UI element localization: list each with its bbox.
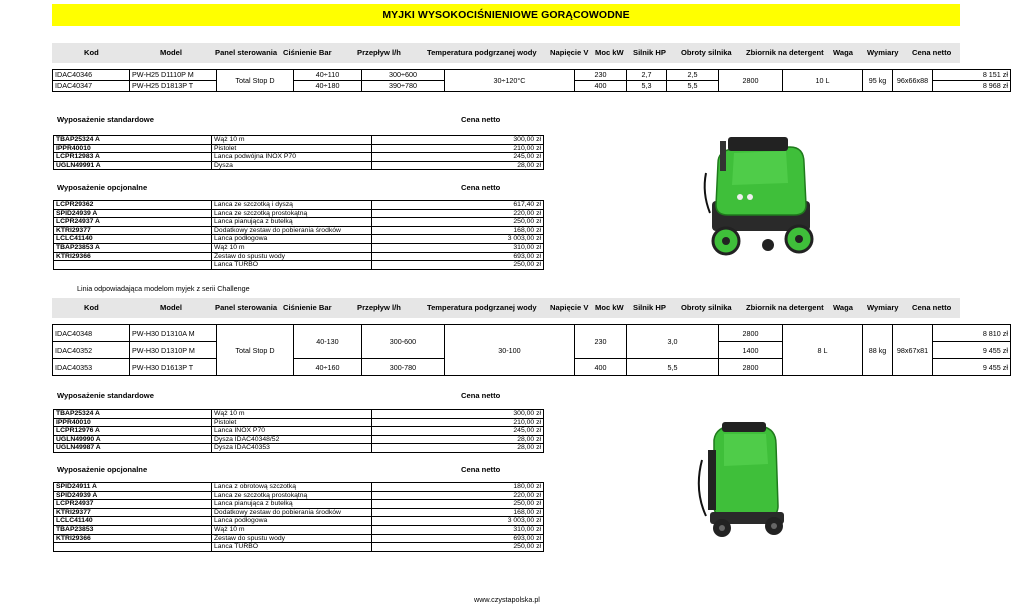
footer-website: www.czystapolska.pl: [474, 595, 540, 604]
accessory-row: [54, 543, 544, 552]
cena-cell: 9 455 zł: [933, 359, 1011, 376]
accessory-name: Dodatkowy zestaw do pobierania środków: [212, 508, 372, 517]
napiecie-cell: 400: [575, 359, 627, 376]
col-temperatura: Temperatura podgrzanej wody: [427, 303, 537, 312]
accessory-row: [54, 226, 544, 235]
napiecie-cell: 230: [575, 325, 627, 359]
cena-cell: 8 810 zł: [933, 325, 1011, 342]
waga-cell: 88 kg: [863, 325, 893, 376]
cena-cell: 8 968 zł: [933, 80, 1011, 91]
accessory-name: Zestaw do spustu wody: [212, 252, 372, 261]
kod-cell: IDAC40352: [53, 342, 130, 359]
accessory-price: 250,00 zł: [372, 218, 544, 227]
moc-cell: 5,5: [627, 359, 719, 376]
accessory-code: TBAP25324 A: [54, 410, 212, 419]
accessory-name: Wąż 10 m: [212, 410, 372, 419]
col-cisnienie: Ciśnienie Bar: [283, 48, 332, 57]
obroty-cell: 2800: [719, 70, 783, 92]
obroty-cell: 1400: [719, 342, 783, 359]
accessory-row: [54, 508, 544, 517]
pressure-washer-image-2: [694, 420, 794, 540]
product-table-2: [52, 324, 1011, 376]
table-row: [53, 70, 1011, 81]
accessory-name: Pistolet: [212, 144, 372, 153]
accessory-code: TBAP23853 A: [54, 243, 212, 252]
col-model: Model: [160, 303, 182, 312]
accessory-code: LCPR24937 A: [54, 218, 212, 227]
moc-cell: 2,7: [627, 70, 667, 81]
col-wymiary: Wymiary: [867, 48, 899, 57]
col-kod: Kod: [84, 48, 99, 57]
accessory-name: Dysza: [212, 161, 372, 170]
obroty-cell: 2800: [719, 325, 783, 342]
moc-cell: 5,3: [627, 80, 667, 91]
accessory-code: IPPR40010: [54, 144, 212, 153]
price-heading: Cena netto: [461, 391, 501, 400]
accessory-row: [54, 517, 544, 526]
accessory-price: 617,40 zł: [372, 201, 544, 210]
accessory-row: [54, 418, 544, 427]
accessory-code: SPID24939 A: [54, 491, 212, 500]
accessory-name: Lanca ze szczotką prostokątną: [212, 491, 372, 500]
accessory-code: KTRI29366: [54, 252, 212, 261]
accessory-name: Lanca TURBO: [212, 543, 372, 552]
col-zbiornik: Zbiornik na detergent: [746, 303, 824, 312]
accessory-price: 300,00 zł: [372, 136, 544, 145]
col-wymiary: Wymiary: [867, 303, 899, 312]
accessory-code: KTRI29366: [54, 534, 212, 543]
accessory-row: [54, 136, 544, 145]
accessory-name: Lanca podwójna INOX P70: [212, 153, 372, 162]
wymiary-cell: 96x66x88: [893, 70, 933, 92]
accessory-price: 3 003,00 zł: [372, 517, 544, 526]
col-model: Model: [160, 48, 182, 57]
model-cell: PW-H30 D1613P T: [130, 359, 217, 376]
accessory-name: Dodatkowy zestaw do pobierania środków: [212, 226, 372, 235]
accessory-name: Wąż 10 m: [212, 136, 372, 145]
col-silnik: Silnik HP: [633, 303, 666, 312]
col-cena: Cena netto: [912, 48, 952, 57]
price-heading: Cena netto: [461, 183, 501, 192]
accessory-price: 693,00 zł: [372, 252, 544, 261]
accessory-code: [54, 261, 212, 270]
accessory-name: Dysza IDAC40348/52: [212, 435, 372, 444]
accessory-code: LCLC41140: [54, 517, 212, 526]
cisnienie-cell: 40-130: [294, 325, 362, 359]
zbiornik-cell: 10 L: [783, 70, 863, 92]
col-waga: Waga: [833, 303, 853, 312]
accessory-row: [54, 218, 544, 227]
col-silnik: Silnik HP: [633, 48, 666, 57]
accessory-code: KTRI29377: [54, 508, 212, 517]
table-row: [53, 325, 1011, 342]
kod-cell: IDAC40346: [53, 70, 130, 81]
accessory-price: 168,00 zł: [372, 508, 544, 517]
col-napiecie: Napięcie V: [550, 48, 589, 57]
col-przeplyw: Przepływ l/h: [357, 48, 401, 57]
kod-cell: IDAC40348: [53, 325, 130, 342]
col-obroty: Obroty silnika: [681, 48, 732, 57]
col-panel: Panel sterowania: [215, 48, 278, 57]
optional-equipment-table-1: [53, 200, 544, 270]
panel-cell: Total Stop D: [217, 325, 294, 376]
col-przeplyw: Przepływ l/h: [357, 303, 401, 312]
kod-cell: IDAC40347: [53, 80, 130, 91]
accessory-price: 300,00 zł: [372, 410, 544, 419]
accessory-code: SPID24939 A: [54, 209, 212, 218]
accessory-name: Dysza IDAC40353: [212, 444, 372, 453]
silnik-cell: 5,5: [667, 80, 719, 91]
pressure-washer-image-1: [704, 133, 819, 263]
accessory-price: 168,00 zł: [372, 226, 544, 235]
cena-cell: 9 455 zł: [933, 342, 1011, 359]
accessory-name: Lanca z obrotową szczotką: [212, 483, 372, 492]
accessory-price: 250,00 zł: [372, 500, 544, 509]
accessory-price: 180,00 zł: [372, 483, 544, 492]
accessory-code: LCPR29362: [54, 201, 212, 210]
accessory-name: Wąż 10 m: [212, 243, 372, 252]
accessory-row: [54, 427, 544, 436]
accessory-price: 3 003,00 zł: [372, 235, 544, 244]
price-heading: Cena netto: [461, 465, 501, 474]
standard-equipment-table-2: [53, 409, 544, 453]
przeplyw-cell: 300-600: [362, 325, 445, 359]
page-title-bar: [52, 4, 960, 26]
model-cell: PW-H30 D1310A M: [130, 325, 217, 342]
page-title: MYJKI WYSOKOCIŚNIENIOWE GORĄCOWODNE: [382, 9, 630, 21]
accessory-name: Lanca podłogowa: [212, 517, 372, 526]
accessory-price: 310,00 zł: [372, 525, 544, 534]
moc-cell: 3,0: [627, 325, 719, 359]
accessory-price: 220,00 zł: [372, 209, 544, 218]
accessory-price: 28,00 zł: [372, 435, 544, 444]
accessory-price: 250,00 zł: [372, 261, 544, 270]
accessory-name: Lanca pianująca z butelką: [212, 218, 372, 227]
accessory-row: [54, 209, 544, 218]
accessory-price: 245,00 zł: [372, 427, 544, 436]
accessory-code: SPID24911 A: [54, 483, 212, 492]
accessory-row: [54, 201, 544, 210]
accessory-row: [54, 144, 544, 153]
price-heading: Cena netto: [461, 115, 501, 124]
accessory-code: LCPR12983 A: [54, 153, 212, 162]
accessory-price: 245,00 zł: [372, 153, 544, 162]
accessory-price: 310,00 zł: [372, 243, 544, 252]
accessory-row: [54, 525, 544, 534]
zbiornik-cell: 8 L: [783, 325, 863, 376]
accessory-code: UGLN49987 A: [54, 444, 212, 453]
accessory-code: LCPR24937: [54, 500, 212, 509]
napiecie-cell: 400: [575, 80, 627, 91]
accessory-row: [54, 435, 544, 444]
cisnienie-cell: 40÷160: [294, 359, 362, 376]
accessory-code: IPPR40010: [54, 418, 212, 427]
accessory-row: [54, 410, 544, 419]
cena-cell: 8 151 zł: [933, 70, 1011, 81]
obroty-cell: 2800: [719, 359, 783, 376]
col-cena: Cena netto: [912, 303, 952, 312]
temperatura-cell: 30÷120°C: [445, 70, 575, 92]
accessory-name: Lanca TURBO: [212, 261, 372, 270]
panel-cell: Total Stop D: [217, 70, 294, 92]
accessory-price: 28,00 zł: [372, 444, 544, 453]
accessory-name: Lanca ze szczotką prostokątną: [212, 209, 372, 218]
przeplyw-cell: 390÷780: [362, 80, 445, 91]
accessory-price: 210,00 zł: [372, 418, 544, 427]
standard-equipment-heading: Wyposażenie standardowe: [57, 391, 154, 400]
accessory-name: Lanca ze szczotką i dyszą: [212, 201, 372, 210]
accessory-row: [54, 534, 544, 543]
accessory-name: Lanca INOX P70: [212, 427, 372, 436]
wymiary-cell: 98x67x81: [893, 325, 933, 376]
silnik-cell: 2,5: [667, 70, 719, 81]
waga-cell: 95 kg: [863, 70, 893, 92]
accessory-code: TBAP25324 A: [54, 136, 212, 145]
model-cell: PW-H25 D1813P T: [130, 80, 217, 91]
challenge-note: Linia odpowiadająca modelom myjek z serii Challenge: [77, 284, 250, 293]
cisnienie-cell: 40÷110: [294, 70, 362, 81]
accessory-row: [54, 153, 544, 162]
column-header-row: [52, 298, 960, 318]
napiecie-cell: 230: [575, 70, 627, 81]
accessory-price: 28,00 zł: [372, 161, 544, 170]
col-cisnienie: Ciśnienie Bar: [283, 303, 332, 312]
accessory-name: Lanca pianująca z butelką: [212, 500, 372, 509]
accessory-code: LCLC41140: [54, 235, 212, 244]
optional-equipment-table-2: [53, 482, 544, 552]
model-cell: PW-H25 D1110P M: [130, 70, 217, 81]
standard-equipment-heading: Wyposażenie standardowe: [57, 115, 154, 124]
accessory-code: [54, 543, 212, 552]
col-temperatura: Temperatura podgrzanej wody: [427, 48, 537, 57]
cisnienie-cell: 40÷180: [294, 80, 362, 91]
product-table-1: [52, 69, 1011, 92]
accessory-row: [54, 500, 544, 509]
accessory-row: [54, 243, 544, 252]
accessory-row: [54, 491, 544, 500]
accessory-row: [54, 483, 544, 492]
accessory-price: 693,00 zł: [372, 534, 544, 543]
accessory-row: [54, 444, 544, 453]
accessory-code: UGLN49991 A: [54, 161, 212, 170]
column-header-row: [52, 43, 960, 63]
model-cell: PW-H30 D1310P M: [130, 342, 217, 359]
przeplyw-cell: 300÷600: [362, 70, 445, 81]
przeplyw-cell: 300-780: [362, 359, 445, 376]
col-kod: Kod: [84, 303, 99, 312]
optional-equipment-heading: Wyposażenie opcjonalne: [57, 183, 148, 192]
accessory-name: Zestaw do spustu wody: [212, 534, 372, 543]
accessory-price: 250,00 zł: [372, 543, 544, 552]
accessory-code: TBAP23853: [54, 525, 212, 534]
col-moc: Moc kW: [595, 48, 624, 57]
col-waga: Waga: [833, 48, 853, 57]
col-napiecie: Napięcie V: [550, 303, 589, 312]
kod-cell: IDAC40353: [53, 359, 130, 376]
standard-equipment-table-1: [53, 135, 544, 170]
accessory-name: Wąż 10 m: [212, 525, 372, 534]
accessory-code: UGLN49990 A: [54, 435, 212, 444]
accessory-row: [54, 261, 544, 270]
accessory-row: [54, 235, 544, 244]
accessory-code: KTRI29377: [54, 226, 212, 235]
col-moc: Moc kW: [595, 303, 624, 312]
accessory-price: 220,00 zł: [372, 491, 544, 500]
accessory-name: Lanca podłogowa: [212, 235, 372, 244]
col-panel: Panel sterowania: [215, 303, 278, 312]
accessory-row: [54, 252, 544, 261]
accessory-price: 210,00 zł: [372, 144, 544, 153]
optional-equipment-heading: Wyposażenie opcjonalne: [57, 465, 148, 474]
accessory-row: [54, 161, 544, 170]
temperatura-cell: 30-100: [445, 325, 575, 376]
accessory-code: LCPR12976 A: [54, 427, 212, 436]
col-zbiornik: Zbiornik na detergent: [746, 48, 824, 57]
col-obroty: Obroty silnika: [681, 303, 732, 312]
accessory-name: Pistolet: [212, 418, 372, 427]
